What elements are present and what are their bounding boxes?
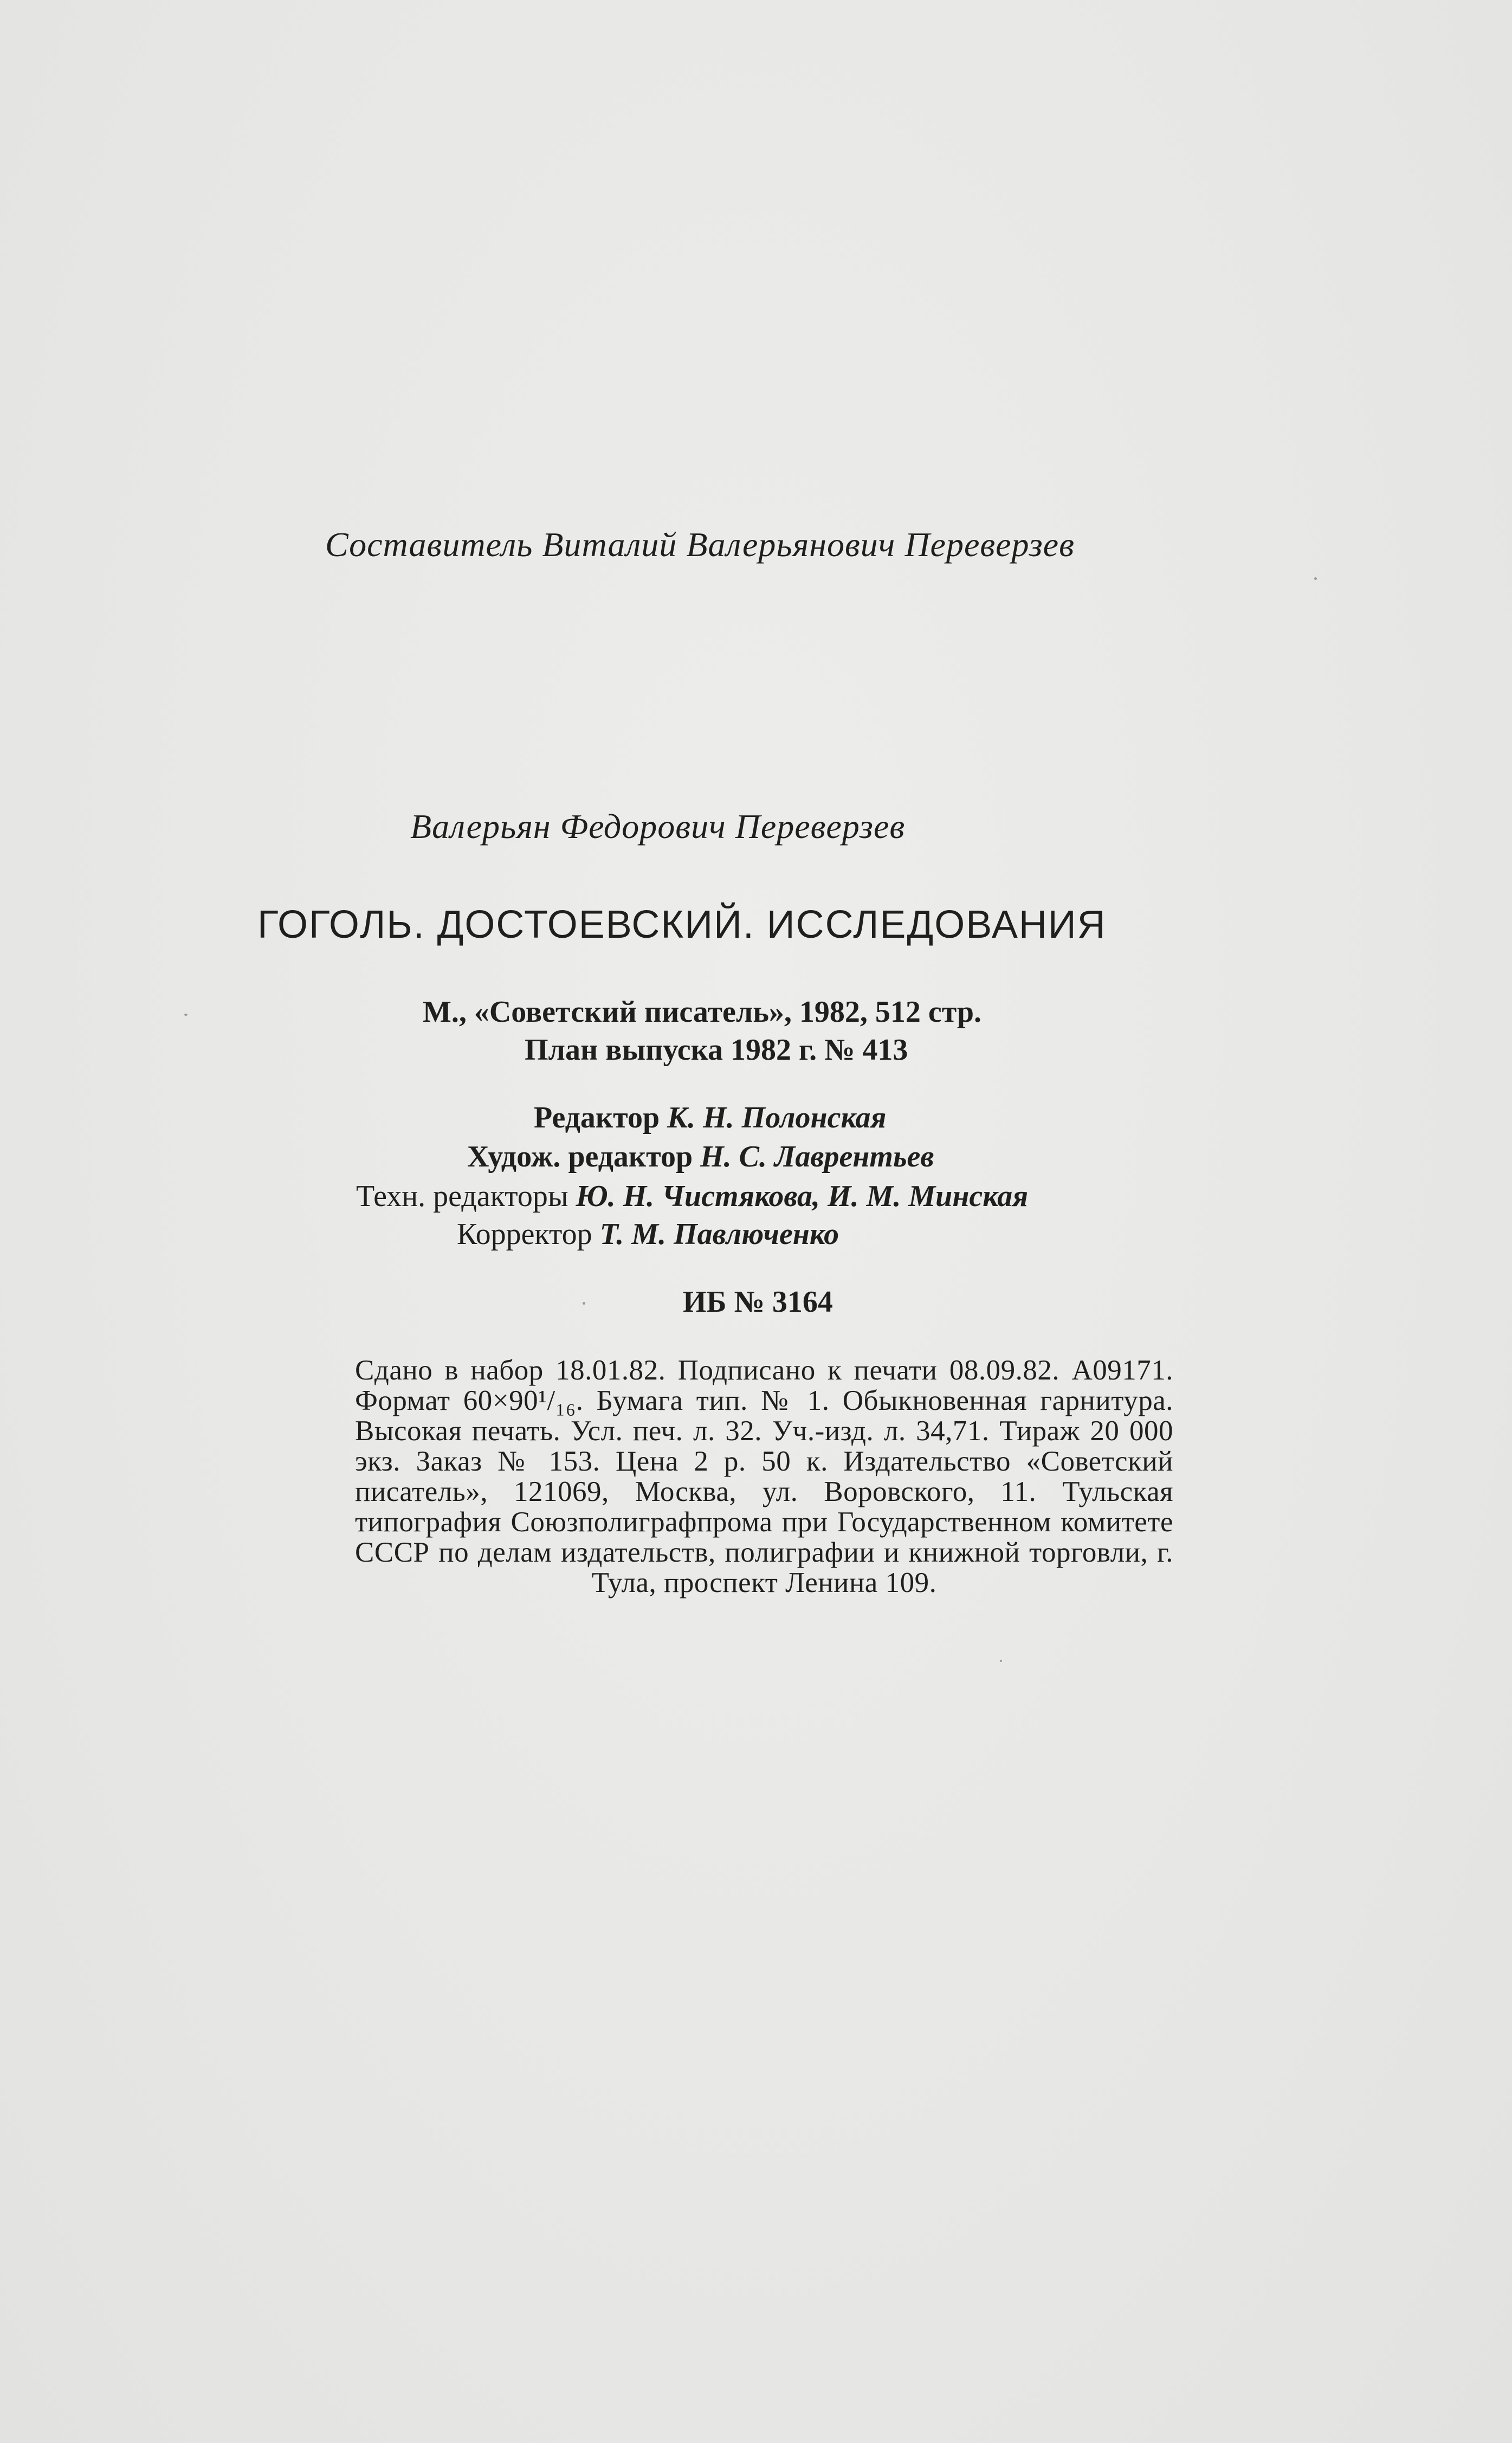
paper-speck [1000,1660,1002,1662]
paper-speck [1314,577,1317,580]
credit-tech-editors-name: Ю. Н. Чистякова, И. М. Минская [576,1179,1029,1213]
paper-speck [583,1302,585,1305]
publication-line: М., «Советский писатель», 1982, 512 стр. [423,995,982,1029]
credit-corrector-label: Корректор [457,1217,592,1251]
book-title: ГОГОЛЬ. ДОСТОЕВСКИЙ. ИССЛЕДОВАНИЯ [257,903,1107,946]
credit-editor [534,1100,886,1135]
compiler-line: Составитель Виталий Валерьянович Переверзев [325,525,1075,564]
paper-speck [184,1014,188,1016]
plan-line: План выпуска 1982 г. № 413 [525,1033,908,1067]
credit-tech-editors-label: Техн. редакторы [356,1179,568,1213]
imprint-paragraph: Сдано в набор 18.01.82. Подписано к печати 08.09.82. А09171. Формат 60×90¹/₁₆. Бумага тип. № 1. Обыкновенная гарнитура. Высокая печать. Усл. печ. л. 32. Уч.-изд. л. 34,71. Тираж 20 000 экз. Заказ № 153. Цена 2 р. 50 к. Издательство «Советский писатель», 121069, Москва, ул. Воровского, 11. Тульская типография Союзполиграфпрома при Государственном комитете СССР по делам издательств, полиграфии и книжной торговли, г. Тула, проспект Ленина 109. [355,1355,1173,1598]
credit-editor-name: К. Н. Полонская [667,1101,887,1135]
credit-tech-editors [356,1179,1028,1214]
ib-number: ИБ № 3164 [683,1285,833,1319]
credit-corrector-name: Т. М. Павлюченко [599,1217,839,1251]
credit-corrector [457,1217,839,1252]
credit-editor-label: Редактор [534,1101,660,1135]
credit-art-editor-name: Н. С. Лаврентьев [700,1140,934,1174]
credit-art-editor [467,1139,934,1174]
credit-art-editor-label: Худож. редактор [467,1140,693,1174]
author-name: Валерьян Федорович Переверзев [410,807,906,846]
